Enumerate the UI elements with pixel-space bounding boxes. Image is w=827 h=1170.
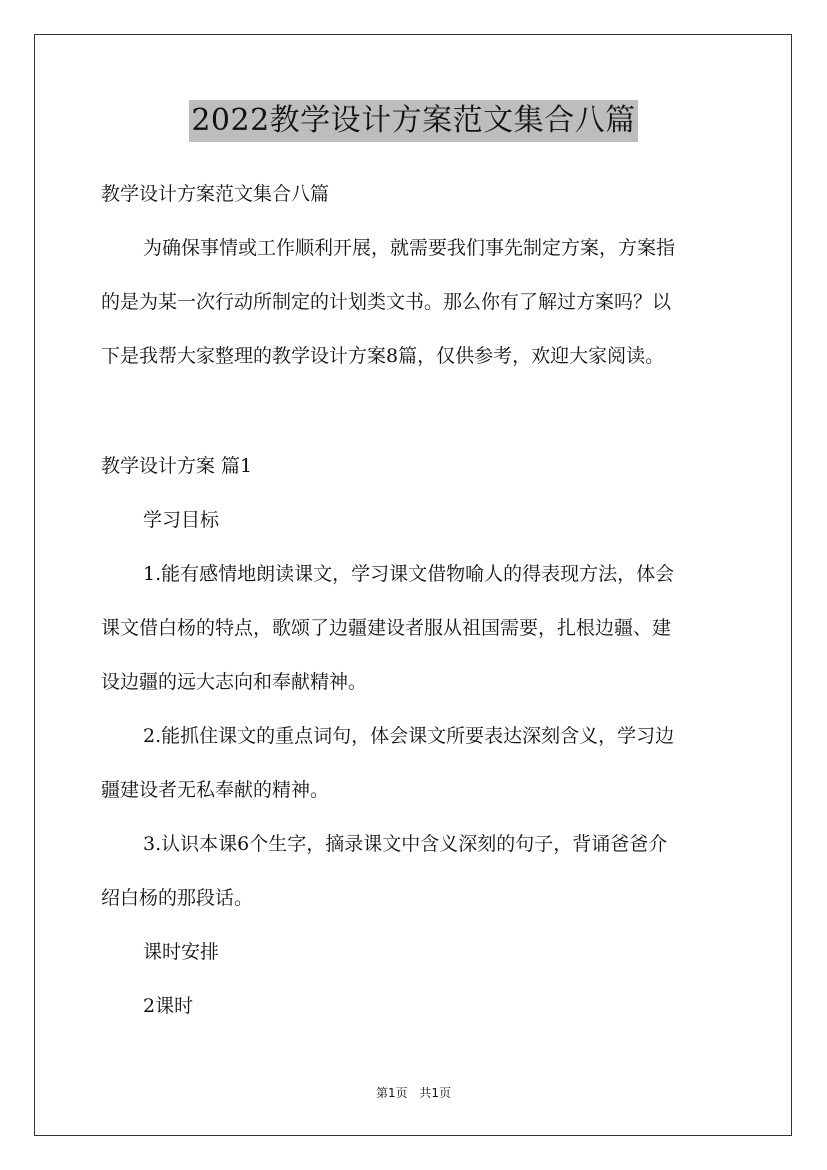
title-container bbox=[0, 100, 827, 142]
paragraph-line: 的是为某一次行动所制定的计划类文书。那么你有了解过方案吗？以 bbox=[101, 291, 672, 313]
paragraph-line: 课文借白杨的特点，歌颂了边疆建设者服从祖国需要，扎根边疆、建 bbox=[101, 617, 672, 639]
subheading-learning-goals: 学习目标 bbox=[143, 509, 220, 531]
paragraph-line: 为确保事情或工作顺利开展，就需要我们事先制定方案，方案指 bbox=[143, 237, 676, 259]
paragraph-line: 绍白杨的那段话。 bbox=[101, 887, 254, 909]
paragraph-line: 3.认识本课6个生字，摘录课文中含义深刻的句子，背诵爸爸介 bbox=[143, 833, 668, 855]
paragraph-line: 2.能抓住课文的重点词句，体会课文所要表达深刻含义，学习边 bbox=[143, 725, 675, 747]
subtitle-line: 教学设计方案范文集合八篇 bbox=[101, 183, 330, 205]
paragraph-line: 下是我帮大家整理的教学设计方案8篇，仅供参考，欢迎大家阅读。 bbox=[101, 345, 665, 367]
subheading-schedule: 课时安排 bbox=[143, 941, 220, 963]
paragraph-line: 1.能有感情地朗读课文，学习课文借物喻人的得表现方法，体会 bbox=[143, 563, 675, 585]
document-title: 2022教学设计方案范文集合八篇 bbox=[189, 100, 637, 142]
page-total: 共1页 bbox=[419, 1086, 452, 1100]
page-number: 第1页 bbox=[375, 1086, 408, 1100]
section-heading: 教学设计方案 篇1 bbox=[101, 455, 253, 477]
paragraph-line: 设边疆的远大志向和奉献精神。 bbox=[101, 671, 368, 693]
page-footer bbox=[0, 1084, 827, 1101]
paragraph-line: 2课时 bbox=[143, 995, 194, 1017]
paragraph-line: 疆建设者无私奉献的精神。 bbox=[101, 779, 330, 801]
